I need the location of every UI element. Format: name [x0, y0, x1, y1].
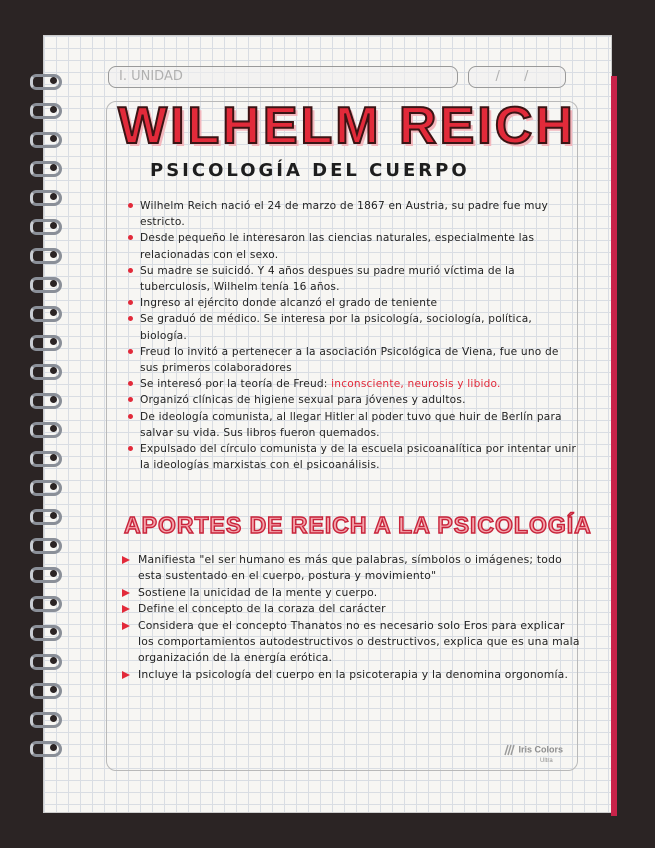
spiral-ring: [28, 186, 62, 206]
list-item: [122, 667, 584, 683]
spiral-ring: [28, 244, 62, 264]
bullet-icon: [128, 381, 133, 386]
item-text: Se graduó de médico. Se interesa por la psicología, sociología, política, biología.: [140, 313, 532, 342]
item-text: Desde pequeño le interesaron las ciencias naturales, especialmente las relacionadas con el sexo.: [140, 232, 535, 261]
list-item: [122, 601, 584, 617]
list-item: [128, 344, 580, 376]
list-item: [128, 409, 580, 441]
spiral-ring: [28, 563, 62, 583]
spiral-ring: [28, 476, 62, 496]
item-text: Define el concepto de la coraza del carácter: [138, 602, 386, 616]
item-text: Ingreso al ejército donde alcanzó el grado de teniente: [140, 297, 438, 310]
spiral-ring: [28, 215, 62, 235]
bullet-icon: [128, 235, 133, 240]
spiral-ring: [28, 389, 62, 409]
brand-name: Iris Colors: [518, 744, 564, 755]
brand-sub: Ultra: [540, 758, 553, 764]
spiral-ring: [28, 157, 62, 177]
item-text: Expulsado del círculo comunista y de la escuela psicoanalítica por intentar unir la ideologías marxistas con el psicoanálisis.: [140, 443, 577, 472]
bullet-icon: [128, 268, 133, 273]
bullet-icon: [128, 316, 133, 321]
bullet-icon: [128, 300, 133, 305]
spiral-ring: [28, 447, 62, 467]
spiral-ring: [28, 128, 62, 148]
item-text: Su madre se suicidó. Y 4 años despues su padre murió víctima de la tuberculosis, Wilhelm tenía 16 años.: [140, 264, 515, 294]
item-text: Organizó clínicas de higiene sexual para jóvenes y adultos.: [140, 394, 466, 407]
spiral-ring: [28, 679, 62, 699]
arrow-bullet-icon: [122, 622, 130, 630]
bullet-icon: [128, 446, 133, 451]
list-item: [122, 618, 584, 667]
arrow-bullet-icon: [122, 671, 130, 679]
spiral-ring: [28, 70, 62, 90]
date-field: / /: [468, 66, 566, 88]
spiral-ring: [28, 273, 62, 293]
arrow-bullet-icon: [122, 556, 130, 564]
unit-field: I. UNIDAD: [108, 66, 458, 88]
bullet-icon: [128, 414, 133, 419]
list-item: [128, 198, 580, 230]
item-text: Incluye la psicología del cuerpo en la psicoterapia y la denomina orgonomía.: [138, 667, 569, 681]
contributions-list: [122, 552, 584, 683]
brand-logo: [504, 744, 563, 766]
list-item: [128, 441, 580, 473]
brand-icon: [504, 744, 516, 756]
spiral-ring: [28, 534, 62, 554]
item-text: Se interesó por la teoría de Freud:: [140, 378, 332, 391]
list-item: [128, 392, 580, 408]
biography-list: [128, 198, 580, 473]
spiral-ring: [28, 331, 62, 351]
highlighted-text: inconsciente, neurosis y libido.: [331, 378, 501, 391]
spiral-ring: [28, 99, 62, 119]
spiral-binding: [28, 70, 62, 760]
item-text: Considera que el concepto Thanatos no es necesario solo Eros para explicar los comportamientos autodestructivos o destructivos, explica que es una mala organización de la energía erótica.: [138, 618, 580, 665]
list-item: [122, 585, 584, 601]
section-title: APORTES DE REICH A LA PSICOLOGÍA: [124, 512, 592, 538]
spiral-ring: [28, 737, 62, 757]
bullet-icon: [128, 349, 133, 354]
item-text: De ideología comunista, al llegar Hitler al poder tuvo que huir de Berlín para salvar su vida. Sus libros fueron quemados.: [140, 410, 562, 439]
list-item: [128, 376, 580, 392]
item-text: Sostiene la unicidad de la mente y cuerpo.: [138, 585, 378, 599]
item-text: Manifiesta "el ser humano es más que palabras, símbolos o imágenes; todo esta sustentado en el cuerpo, postura y movimiento": [138, 553, 562, 583]
list-item: [128, 295, 580, 311]
spiral-ring: [28, 302, 62, 322]
bullet-icon: [128, 203, 133, 208]
list-item: [128, 230, 580, 262]
spiral-ring: [28, 360, 62, 380]
arrow-bullet-icon: [122, 589, 130, 597]
list-item: [128, 263, 580, 295]
item-text: Freud lo invitó a pertenecer a la asociación Psicológica de Viena, fue uno de sus primeros colaboradores: [140, 345, 559, 375]
spiral-ring: [28, 505, 62, 525]
spiral-ring: [28, 708, 62, 728]
spiral-ring: [28, 650, 62, 670]
spiral-ring: [28, 592, 62, 612]
item-text: Wilhelm Reich nació el 24 de marzo de 1867 en Austria, su padre fue muy estricto.: [140, 200, 549, 229]
arrow-bullet-icon: [122, 605, 130, 613]
page-title: WILHELM REICH: [118, 97, 576, 155]
notebook-edge: [611, 76, 617, 816]
bullet-icon: [128, 397, 133, 402]
list-item: [122, 552, 584, 585]
list-item: [128, 311, 580, 343]
spiral-ring: [28, 418, 62, 438]
spiral-ring: [28, 621, 62, 641]
page-subtitle: PSICOLOGÍA DEL CUERPO: [150, 160, 470, 181]
